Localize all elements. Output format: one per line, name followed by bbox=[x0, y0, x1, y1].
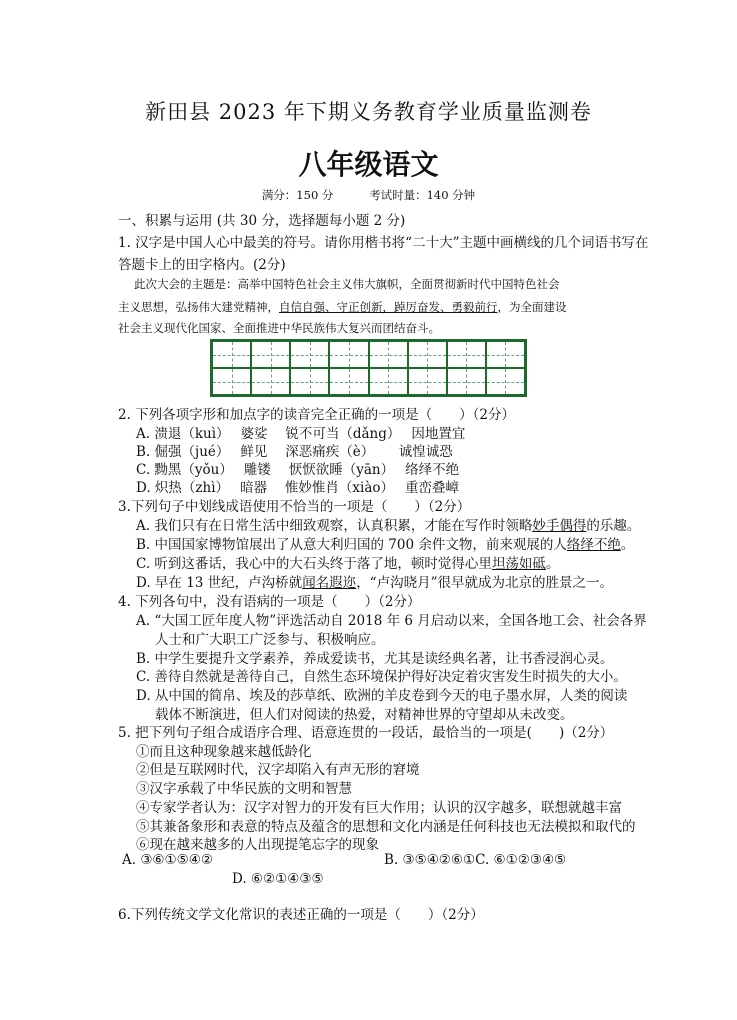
q3-d-post: ，“卢沟晓月”很早就成为北京的胜景之一。 bbox=[356, 575, 613, 591]
q3-c-idiom: 坦荡如砥 bbox=[491, 556, 546, 572]
q4-option-d-line1: D. 从中国的简帛、埃及的莎草纸、欧洲的羊皮卷到今天的电子墨水屏，人类的阅读 bbox=[136, 688, 628, 704]
exam-meta bbox=[0, 187, 737, 203]
q3-b-pre: B. 中国国家博物馆展出了从意大利归国的 700 余件文物，前来观展的人 bbox=[136, 537, 567, 553]
q3-option-b bbox=[136, 533, 634, 553]
q4-option-a-line2: 人士和广大职工广泛参与、积极响应。 bbox=[155, 632, 385, 648]
q4-option-c: C. 善待自然就是善待自己，自然生态环境保护得好决定着灾害发生时损失的大小。 bbox=[136, 669, 627, 685]
q6-stem: 6.下列传统文学文化常识的表述正确的一项是（ ）（2分） bbox=[118, 907, 484, 923]
grid-cell[interactable] bbox=[251, 368, 290, 395]
q5-sentence-3: ③汉字承载了中华民族的文明和智慧 bbox=[136, 781, 352, 797]
grid-cell[interactable] bbox=[290, 368, 329, 395]
q5-sentence-1: ①而且这种现象越来越低龄化 bbox=[136, 744, 312, 760]
q1-line2: 答题卡上的田字格内。(2分) bbox=[118, 257, 286, 273]
q4-option-b: B. 中学生要提升文学素养，养成爱读书，尤其是读经典名著，让书香浸润心灵。 bbox=[136, 651, 614, 667]
q3-option-c bbox=[136, 552, 559, 572]
q1-passage2 bbox=[118, 299, 567, 315]
q3-a-post: 的乐趣。 bbox=[586, 518, 641, 534]
q1-passage3: 社会主义现代化国家、全面推进中华民族伟大复兴而团结奋斗。 bbox=[118, 321, 440, 335]
grid-cell[interactable] bbox=[329, 368, 368, 395]
q3-option-d bbox=[136, 571, 613, 591]
q1-passage2-post: ，为全面建设 bbox=[497, 300, 567, 314]
grid-cell[interactable] bbox=[369, 368, 408, 395]
q3-b-post: 。 bbox=[620, 537, 635, 553]
q2-option-a: A. 溃退（kuì） 婆娑 锐不可当（dǎng） 因地置宜 bbox=[136, 426, 466, 442]
grid-cell[interactable] bbox=[408, 341, 447, 368]
grid-cell[interactable] bbox=[251, 341, 290, 368]
q1-line1: 1. 汉字是中国人心中最美的符号。请你用楷书将“二十大”主题中画横线的几个词语书写在 bbox=[118, 235, 649, 251]
q3-b-idiom: 络绎不绝 bbox=[566, 537, 621, 553]
q5-option-d: D. ⑥②①④③⑤ bbox=[232, 871, 324, 887]
q1-passage2-underlined: 自信自强、守正创新，踔厉奋发、勇毅前行 bbox=[279, 300, 498, 314]
exam-title: 新田县 2023 年下期义务教育学业质量监测卷 bbox=[145, 100, 592, 124]
grid-cell[interactable] bbox=[290, 341, 329, 368]
q5-sentence-2: ②但是互联网时代，汉字却陷入有声无形的窘境 bbox=[136, 762, 420, 778]
q1-passage1: 此次大会的主题是：高举中国特色社会主义伟大旗帜，全面贯彻新时代中国特色社会 bbox=[134, 277, 560, 291]
q2-option-c: C. 黝黑（yǒu） 雕镂 恹恹欲睡（yān） 络绎不绝 bbox=[136, 462, 460, 478]
q2-option-b: B. 倔强（jué） 鲜见 深恶痛疾（è） 诚惶诚恐 bbox=[136, 444, 453, 460]
grid-cell[interactable] bbox=[486, 368, 525, 395]
q3-d-idiom: 闻名遐迩 bbox=[302, 575, 357, 591]
q2-stem: 2. 下列各项字形和加点字的读音完全正确的一项是（ ）（2分） bbox=[118, 407, 516, 423]
grid-cell[interactable] bbox=[212, 368, 251, 395]
grid-cell[interactable] bbox=[408, 368, 447, 395]
q4-stem: 4. 下列各句中，没有语病的一项是（ ）（2分） bbox=[118, 594, 421, 610]
q3-option-a bbox=[136, 514, 640, 534]
q5-stem: 5. 把下列句子组合成语序合理、语意连贯的一段话，最恰当的一项是( )（2分） bbox=[118, 725, 614, 741]
q1-passage2-pre: 主义思想，弘扬伟大建党精神， bbox=[118, 300, 279, 314]
q4-option-d-line2: 载体不断演进，但人们对阅读的热爱，对精神世界的守望却从未改变。 bbox=[155, 707, 574, 723]
full-score: 满分：150 分 bbox=[261, 188, 334, 202]
q5-sentence-5: ⑤其兼备象形和表意的特点及蕴含的思想和文化内涵是任何科技也无法模拟和取代的 bbox=[136, 819, 636, 835]
q3-d-pre: D. 早在 13 世纪，卢沟桥就 bbox=[136, 575, 303, 591]
q3-a-idiom: 妙手偶得 bbox=[532, 518, 587, 534]
writing-grid[interactable] bbox=[210, 339, 527, 397]
q5-sentence-4: ④专家学者认为：汉字对智力的开发有巨大作用；认识的汉字越多，联想就越丰富 bbox=[136, 800, 622, 816]
exam-subtitle: 八年级语文 bbox=[298, 148, 439, 181]
q3-c-post: 。 bbox=[545, 556, 560, 572]
q5-option-a: A. ③⑥①⑤④② bbox=[122, 852, 213, 868]
q3-c-pre: C. 听到这番话，我心中的大石头终于落了地，顿时觉得心里 bbox=[136, 556, 492, 572]
q2-option-d: D. 炽热（zhì） 暗器 惟妙惟肖（xiào） 重峦叠嶂 bbox=[136, 480, 460, 496]
exam-time: 考试时量：140 分钟 bbox=[369, 188, 476, 202]
q5-sentence-6: ⑥现在越来越多的人出现提笔忘字的现象 bbox=[136, 837, 379, 853]
grid-cell[interactable] bbox=[329, 341, 368, 368]
grid-cell[interactable] bbox=[447, 341, 486, 368]
q5-option-bc: B. ③⑤④②⑥①C. ⑥①②③④⑤ bbox=[384, 852, 567, 868]
grid-cell[interactable] bbox=[486, 341, 525, 368]
q3-stem: 3.下列句子中划线成语使用不恰当的一项是（ ）（2分） bbox=[118, 499, 471, 515]
section-heading: 一、积累与运用 (共 30 分，选择题每小题 2 分) bbox=[118, 213, 406, 229]
grid-cell[interactable] bbox=[447, 368, 486, 395]
q3-a-pre: A. 我们只有在日常生活中细致观察，认真积累，才能在写作时领略 bbox=[136, 518, 533, 534]
q4-option-a-line1: A. “大国工匠年度人物”评选活动自 2018 年 6 月启动以来，全国各地工会、社会各界 bbox=[136, 613, 647, 629]
grid-cell[interactable] bbox=[212, 341, 251, 368]
grid-cell[interactable] bbox=[369, 341, 408, 368]
